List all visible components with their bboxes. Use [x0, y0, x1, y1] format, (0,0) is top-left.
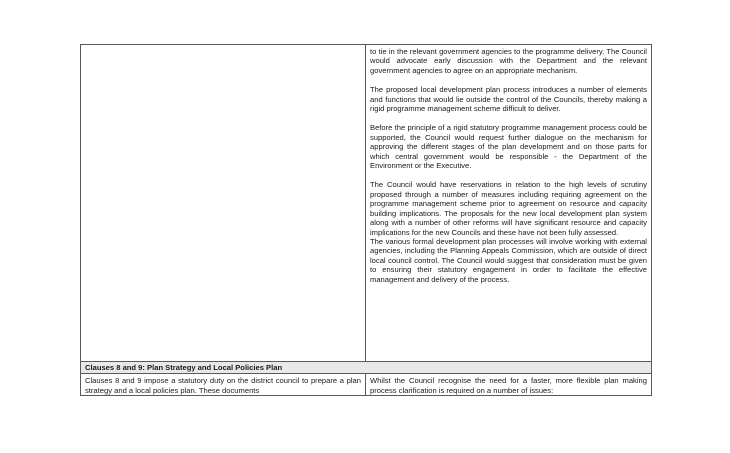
response-paragraph: Before the principle of a rigid statutory programme management process could be supported, the Council would request further dialogue on the mechanism for approving the different stages of the plan development and on those parts for which central government would be responsible - the Department of the Environment or the Executive.	[370, 123, 647, 171]
table-row	[81, 374, 652, 396]
response-cell	[366, 45, 652, 362]
response-paragraph: to tie in the relevant government agencies to the programme delivery. The Council would advocate early discussion with the Department and the relevant government agencies to agree on an appropriate mechanism.	[370, 47, 647, 75]
section-heading-row	[81, 362, 652, 374]
table-row	[81, 45, 652, 362]
response-paragraph: The proposed local development plan process introduces a number of elements and functions that would lie outside the control of the Councils, thereby making a rigid programme management scheme difficult to deliver.	[370, 85, 647, 114]
response-paragraph: The Council would have reservations in relation to the high levels of scrutiny proposed through a number of measures including requiring agreement on the programme management scheme prior to agreement on resource and capacity building implications. The proposals for the new local development plan system along with a number of other reforms will have significant resource and capacity implications for the new Councils and these have not been fully assessed.	[370, 180, 647, 237]
clause-cell-empty	[81, 45, 366, 362]
response-paragraph: The various formal development plan processes will involve working with external agencies, including the Planning Appeals Commission, which are outside of direct local council control. The Council would suggest that consideration must be given to ensuring their statutory engagement in order to facilitate the effective management and delivery of the process.	[370, 236, 647, 284]
section-heading: Clauses 8 and 9: Plan Strategy and Local Policies Plan	[81, 362, 652, 374]
consultation-response-table	[80, 44, 652, 396]
response-cell: Whilst the Council recognise the need for a faster, more flexible plan making process clarification is required on a number of issues:	[366, 374, 652, 396]
clause-description-cell: Clauses 8 and 9 impose a statutory duty on the district council to prepare a plan strategy and a local policies plan. These documents	[81, 374, 366, 396]
